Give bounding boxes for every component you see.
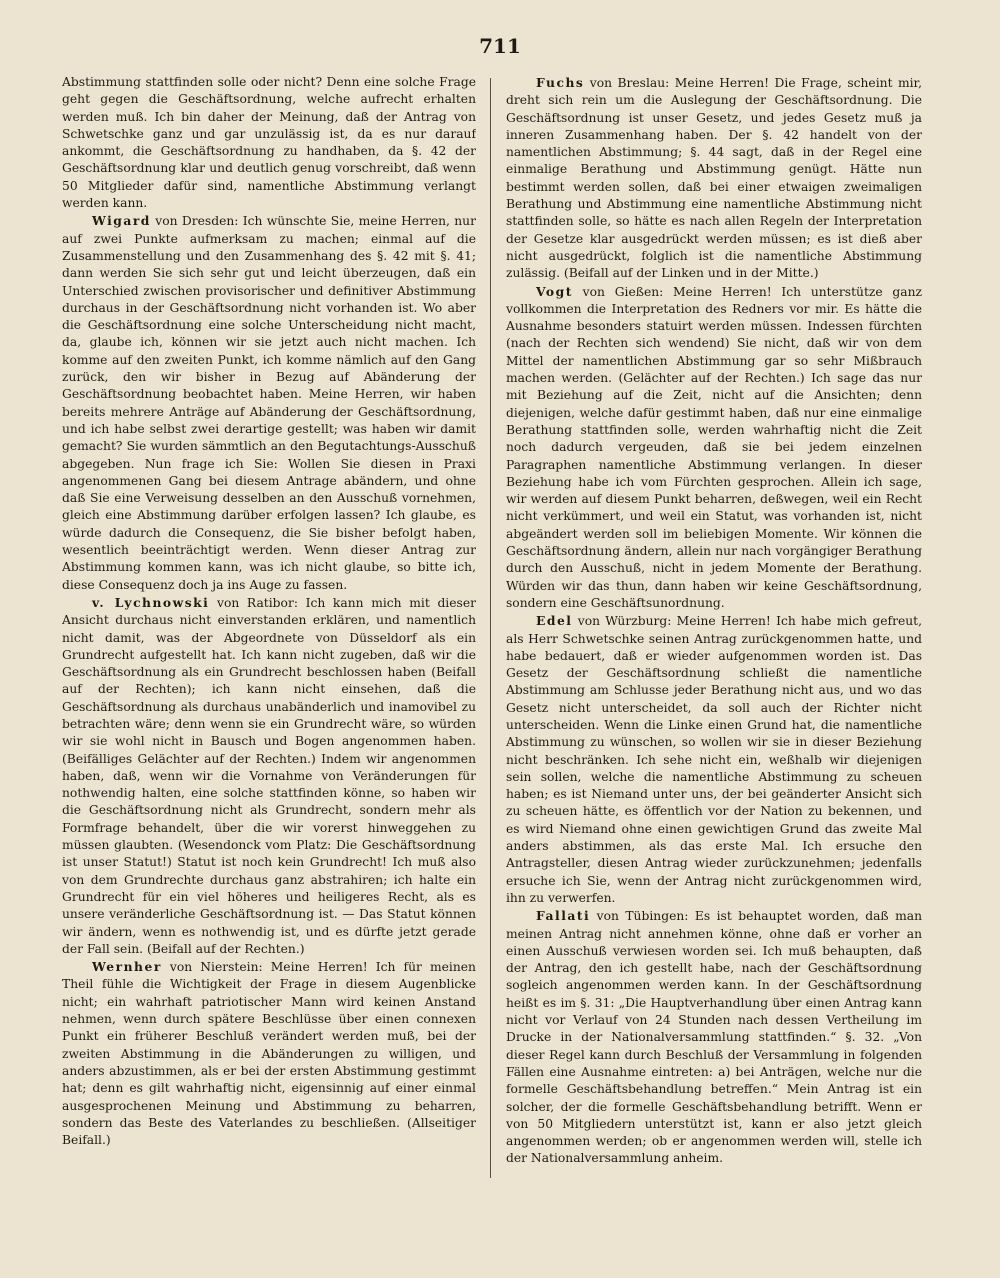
speaker-name: Fuchs bbox=[536, 75, 585, 90]
paragraph bbox=[506, 74, 922, 283]
paragraph-text: von Nierstein: Meine Herren! Ich für meinen Theil fühle die Wichtigkeit der Frage in diesem Augenblicke nicht; ein wahrhaft patriotischer Mann wird keinen Anstand nehmen, wenn durch spätere Beschlüsse über einen connexen Punkt ein früherer Beschluß verändert werden muß, bei der zweiten Abstimmung in die Abänderungen zu willigen, und anders abzustimmen, als er bei der ersten Abstimmung gestimmt hat; denn es gilt wahrhaftig nicht, eigensinnig auf einer einmal ausgesprochenen Meinung und Abstimmung zu beharren, sondern das Beste des Vaterlandes zu beschließen. (Allseitiger Beifall.) bbox=[62, 960, 476, 1148]
paragraph bbox=[62, 74, 476, 212]
paragraph bbox=[506, 907, 922, 1167]
speaker-name: Edel bbox=[536, 613, 573, 629]
speaker-name: Wernher bbox=[92, 959, 162, 975]
paragraph-text: Abstimmung stattfinden solle oder nicht? Denn eine solche Frage geht gegen die Geschäftsordnung, welche aufrecht erhalten werden muß. Ich bin daher der Meinung, daß der Antrag von Schwetschke ganz und gar unzulässig ist, da es nur darauf ankommt, die Geschäftsordnung zu handhaben, da §. 42 der Geschäftsordnung klar und deutlich genug vorschreibt, daß wenn 50 Mitglieder dafür sind, namentliche Abstimmung verlangt werden kann. bbox=[62, 75, 476, 211]
speaker-name: Wigard bbox=[92, 213, 151, 229]
right-column bbox=[506, 74, 922, 1184]
paragraph-text: von Dresden: Ich wünschte Sie, meine Herren, nur auf zwei Punkte aufmerksam zu machen; einmal auf die Zusammenstellung und den Zusammenhang des §. 42 mit §. 41; dann werden Sie sich sehr gut und leicht überzeugen, daß ein Unterschied zwischen provisorischer und definitiver Abstimmung durchaus in der Geschäftsordnung nicht vorhanden ist. Wo aber die Geschäftsordnung eine solche Unterscheidung nicht macht, da, glaube ich, können wir sie jetzt auch nicht machen. Ich komme auf den zweiten Punkt, ich komme nämlich auf den Gang zurück, den wir bisher in Bezug auf Abänderung der Geschäftsordnung beobachtet haben. Meine Herren, wir haben bereits mehrere Anträge auf Abänderung der Geschäftsordnung, und ich habe selbst zwei derartige gestellt; was haben wir damit gemacht? Sie wurden sämmtlich an den Begutachtungs-Ausschuß abgegeben. Nun frage ich Sie: Wollen Sie diesen in Praxi angenommenen Gang bei diesem Antrage abändern, und ohne daß Sie eine Verweisung desselben an den Ausschuß vornehmen, gleich eine Abstimmung darüber erfolgen lassen? Ich glaube, es würde dadurch die Consequenz, die Sie bisher befolgt haben, wesentlich beeinträchtigt werden. Wenn dieser Antrag zur Abstimmung kommen kann, was ich nicht glaube, so bitte ich, diese Consequenz doch ja ins Auge zu fassen. bbox=[62, 214, 476, 592]
speaker-name: Fallati bbox=[536, 908, 591, 924]
paragraph-text: von Würzburg: Meine Herren! Ich habe mich gefreut, als Herr Schwetschke seinen Antrag zurückgenommen hatte, und habe bedauert, daß er wieder aufgenommen worden ist. Das Gesetz der Geschäftsordnung schließt die namentliche Abstimmung am Schlusse jeder Berathung nicht aus, und wo das Gesetz nicht unterscheidet, da soll auch der Richter nicht unterscheiden. Wenn die Linke einen Grund hat, die namentliche Abstimmung zu wünschen, so wollen wir sie in dieser Beziehung nicht beschränken. Ich sehe nicht ein, weßhalb wir diejenigen sein sollen, welche die namentliche Abstimmung zu scheuen haben; es ist Niemand unter uns, der bei geänderter Ansicht sich zu scheuen hätte, es öffentlich vor der Nation zu bekennen, und es wird Niemand ohne einen gewichtigen Grund das zweite Mal anders abstimmen, als das erste Mal. Ich ersuche den Antragsteller, diesen Antrag wieder zurückzunehmen; jedenfalls ersuche ich Sie, wenn der Antrag nicht zurückgenommen wird, ihn zu verwerfen. bbox=[506, 614, 922, 905]
paragraph bbox=[62, 212, 476, 594]
paragraph-text: von Tübingen: Es ist behauptet worden, daß man meinen Antrag nicht annehmen könne, ohne daß er vorher an einen Ausschuß verwiesen worden sei. Ich muß behaupten, daß der Antrag, den ich gestellt habe, nach der Geschäftsordnung sogleich angenommen werden kann. In der Geschäftsordnung heißt es im §. 31: „Die Hauptverhandlung über einen Antrag kann nicht vor Verlauf von 24 Stunden nach dessen Vertheilung im Drucke in der Nationalversammlung stattfinden.“ §. 32. „Von dieser Regel kann durch Beschluß der Versammlung in folgenden Fällen eine Ausnahme eintreten: a) bei Anträgen, welche nur die formelle Geschäftsbehandlung betreffen.“ Mein Antrag ist ein solcher, der die formelle Geschäftsbehandlung betrifft. Wenn er von 50 Mitgliedern unterstützt ist, kann er also jetzt gleich angenommen werden; ob er angenommen werden will, stelle ich der Nationalversammlung anheim. bbox=[506, 909, 922, 1166]
page-number: 711 bbox=[479, 34, 521, 58]
paragraph bbox=[62, 958, 476, 1149]
paragraph-text: von Breslau: Meine Herren! Die Frage, scheint mir, dreht sich rein um die Auslegung der Geschäftsordnung. Die Geschäftsordnung ist unser Gesetz, und jedes Gesetz muß ja inneren Zusammenhang haben. Der §. 42 handelt von der namentlichen Abstimmung; §. 44 sagt, daß in der Regel eine einmalige Berathung und Abstimmung genügt. Hätte nun bestimmt werden sollen, daß bei einer etwaigen zweimaligen Berathung und Abstimmung eine namentliche Abstimmung nicht stattfinden solle, so hätte es nach allen Regeln der Interpretation der Gesetze klar ausgedrückt werden müssen; es ist dieß aber nicht ausgedrückt, folglich ist die namentliche Abstimmung zulässig. (Beifall auf der Linken und in der Mitte.) bbox=[506, 76, 922, 281]
paragraph bbox=[62, 594, 476, 958]
paragraph bbox=[506, 612, 922, 907]
left-column bbox=[62, 74, 476, 1184]
speaker-name: v. Lychnowski bbox=[92, 594, 210, 610]
paragraph-text: von Gießen: Meine Herren! Ich unterstütze ganz vollkommen die Interpretation des Redners vor mir. Es hätte die Ausnahme besonders statuirt werden müssen. Indessen fürchten (nach der Rechten sich wendend) Sie nicht, daß wir von dem Mittel der namentlichen Abstimmung gar so sehr Mißbrauch machen werden. (Gelächter auf der Rechten.) Ich sage das nur mit Beziehung auf die Zeit, nicht auf die Ansichten; denn diejenigen, welche dafür gestimmt haben, daß nur eine einmalige Berathung stattfinden solle, werden wahrhaftig nicht die Zeit noch dadurch vergeuden, daß sie bei jedem einzelnen Paragraphen namentliche Abstimmung verlangen. In dieser Beziehung habe ich vom Fürchten gesprochen. Allein ich sage, wir werden auf diesem Punkt beharren, deßwegen, weil ein Recht nicht verkümmert, und weil ein Statut, was vorhanden ist, nicht abgeändert werden soll im beliebigen Momente. Wir können die Geschäftsordnung ändern, allein nur nach vorgängiger Berathung durch den Ausschuß, nicht in jedem Momente der Berathung. Würden wir das thun, dann haben wir keine Geschäftsordnung, sondern eine Geschäftsunordnung. bbox=[506, 284, 922, 610]
paragraph bbox=[506, 283, 922, 613]
speaker-name: Vogt bbox=[536, 283, 573, 299]
column-divider bbox=[490, 78, 491, 1178]
paragraph-text: von Ratibor: Ich kann mich mit dieser Ansicht durchaus nicht einverstanden erklären, und namentlich nicht damit, was der Abgeordnete von Düsseldorf als ein Grundrecht aufgestellt hat. Ich kann nicht zugeben, daß wir die Geschäftsordnung als ein Grundrecht beschlossen haben (Beifall auf der Rechten); ich kann nicht einsehen, daß die Geschäftsordnung als durchaus unabänderlich und inamovibel zu betrachten wäre; denn wenn sie ein Grundrecht wäre, so würden wir sie wohl nicht in Bausch und Bogen angenommen haben. (Beifälliges Gelächter auf der Rechten.) Indem wir angenommen haben, daß, wenn wir die Vornahme von Veränderungen für nothwendig halten, eine solche stattfinden könne, so haben wir die Geschäftsordnung nicht als Grundrecht, sondern mehr als Formfrage behandelt, über die wir vorerst hinweggehen zu müssen glaubten. (Wesendonck vom Platz: Die Geschäftsordnung ist unser Statut!) Statut ist noch kein Grundrecht! Ich muß also von dem Grundrechte durchaus ganz abstrahiren; ich halte ein Grundrecht für ein viel höheres und heiligeres Recht, als es unsere veränderliche Geschäftsordnung ist. — Das Statut können wir ändern, wenn es nothwendig ist, und es dürfte jetzt gerade der Fall sein. (Beifall auf der Rechten.) bbox=[62, 595, 476, 956]
